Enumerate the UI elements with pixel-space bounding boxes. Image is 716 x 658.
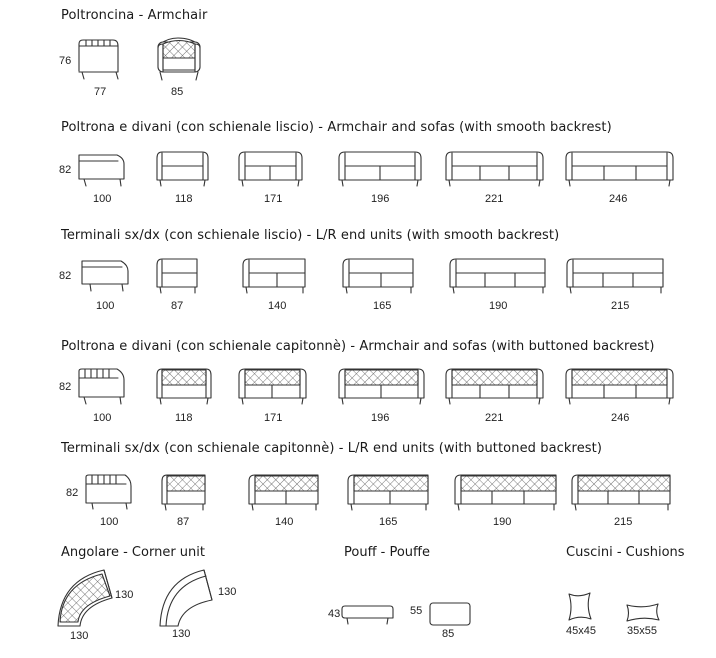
corner-unit-smooth [160, 570, 212, 626]
height-label: 76 [59, 55, 72, 67]
corner-width-label: 130 [70, 630, 89, 642]
buttoned-end-190 [455, 475, 556, 510]
section-title-armchair: Poltroncina - Armchair [61, 8, 208, 23]
smooth-end-side [82, 261, 128, 291]
width-label: 196 [371, 412, 390, 424]
width-label: 171 [264, 412, 283, 424]
smooth-armchair-side [79, 155, 124, 186]
buttoned-sofa-246 [566, 369, 673, 404]
pouf-top-view [430, 603, 470, 625]
width-label: 246 [609, 193, 628, 205]
width-label: 87 [171, 300, 184, 312]
section-title-cushions: Cuscini - Cushions [566, 545, 685, 560]
width-label: 221 [485, 193, 504, 205]
height-label: 82 [66, 487, 79, 499]
smooth-end-87 [157, 259, 197, 293]
width-label: 171 [264, 193, 283, 205]
width-label: 100 [93, 412, 112, 424]
width-label: 140 [275, 516, 294, 528]
smooth-end-215 [567, 259, 663, 293]
cushion-square [569, 593, 591, 620]
section-title-buttoned-end-units: Terminali sx/dx (con schienale capitonnè) - L/R end units (with buttoned backrest) [61, 441, 603, 456]
buttoned-sofa-171 [239, 369, 306, 404]
smooth-end-140 [243, 259, 305, 293]
buttoned-armchair-side [79, 369, 124, 404]
width-label: 246 [611, 412, 630, 424]
width-label: 100 [100, 516, 119, 528]
buttoned-end-215 [572, 475, 670, 510]
buttoned-end-87 [162, 475, 205, 510]
width-label: 215 [614, 516, 633, 528]
section-title-smooth-sofas: Poltrona e divani (con schienale liscio) - Armchair and sofas (with smooth backrest) [61, 120, 612, 135]
buttoned-end-140 [249, 475, 318, 510]
section-title-smooth-end-units: Terminali sx/dx (con schienale liscio) - L/R end units (with smooth backrest) [61, 228, 560, 243]
corner-unit-buttoned [58, 570, 112, 626]
smooth-sofa-196 [339, 152, 421, 186]
height-label: 82 [59, 164, 72, 176]
width-label: 215 [611, 300, 630, 312]
section-title-corner: Angolare - Corner unit [61, 545, 205, 560]
smooth-sofa-171 [239, 152, 302, 186]
width-label: 190 [493, 516, 512, 528]
width-label: 190 [489, 300, 508, 312]
width-label: 100 [96, 300, 115, 312]
width-label: 221 [485, 412, 504, 424]
cushion-size-label: 45x45 [566, 625, 596, 637]
width-label: 140 [268, 300, 287, 312]
section-title-pouf: Pouff - Pouffe [344, 545, 431, 560]
smooth-sofa-118 [157, 152, 208, 186]
width-label: 165 [373, 300, 392, 312]
width-label: 87 [177, 516, 190, 528]
width-label: 196 [371, 193, 390, 205]
width-label: 85 [171, 86, 184, 98]
corner-depth-label: 130 [218, 586, 237, 598]
pouf-top-depth-label: 55 [410, 605, 423, 617]
pouf-side-view [342, 606, 393, 624]
width-label: 165 [379, 516, 398, 528]
buttoned-end-165 [348, 475, 428, 510]
smooth-end-190 [450, 259, 545, 293]
height-label: 82 [59, 381, 72, 393]
armchair-side-view [79, 40, 118, 79]
width-label: 118 [175, 412, 193, 424]
cushion-rectangular [627, 604, 659, 621]
corner-width-label: 130 [172, 628, 191, 640]
buttoned-end-side [86, 475, 131, 509]
width-label: 118 [175, 193, 193, 205]
buttoned-sofa-196 [339, 369, 424, 404]
pouf-width-label: 85 [442, 628, 455, 640]
armchair-front-view [158, 38, 200, 80]
height-label: 82 [59, 270, 72, 282]
pouf-height-label: 43 [328, 608, 341, 620]
section-title-buttoned-sofas: Poltrona e divani (con schienale capitonnè) - Armchair and sofas (with buttoned backrest) [61, 339, 655, 354]
smooth-sofa-246 [566, 152, 673, 186]
buttoned-sofa-221 [446, 369, 543, 404]
width-label: 77 [94, 86, 107, 98]
width-label: 100 [93, 193, 112, 205]
smooth-end-165 [343, 259, 413, 293]
corner-depth-label: 130 [115, 589, 134, 601]
cushion-size-label: 35x55 [627, 625, 657, 637]
buttoned-sofa-118 [157, 369, 211, 404]
smooth-sofa-221 [446, 152, 543, 186]
